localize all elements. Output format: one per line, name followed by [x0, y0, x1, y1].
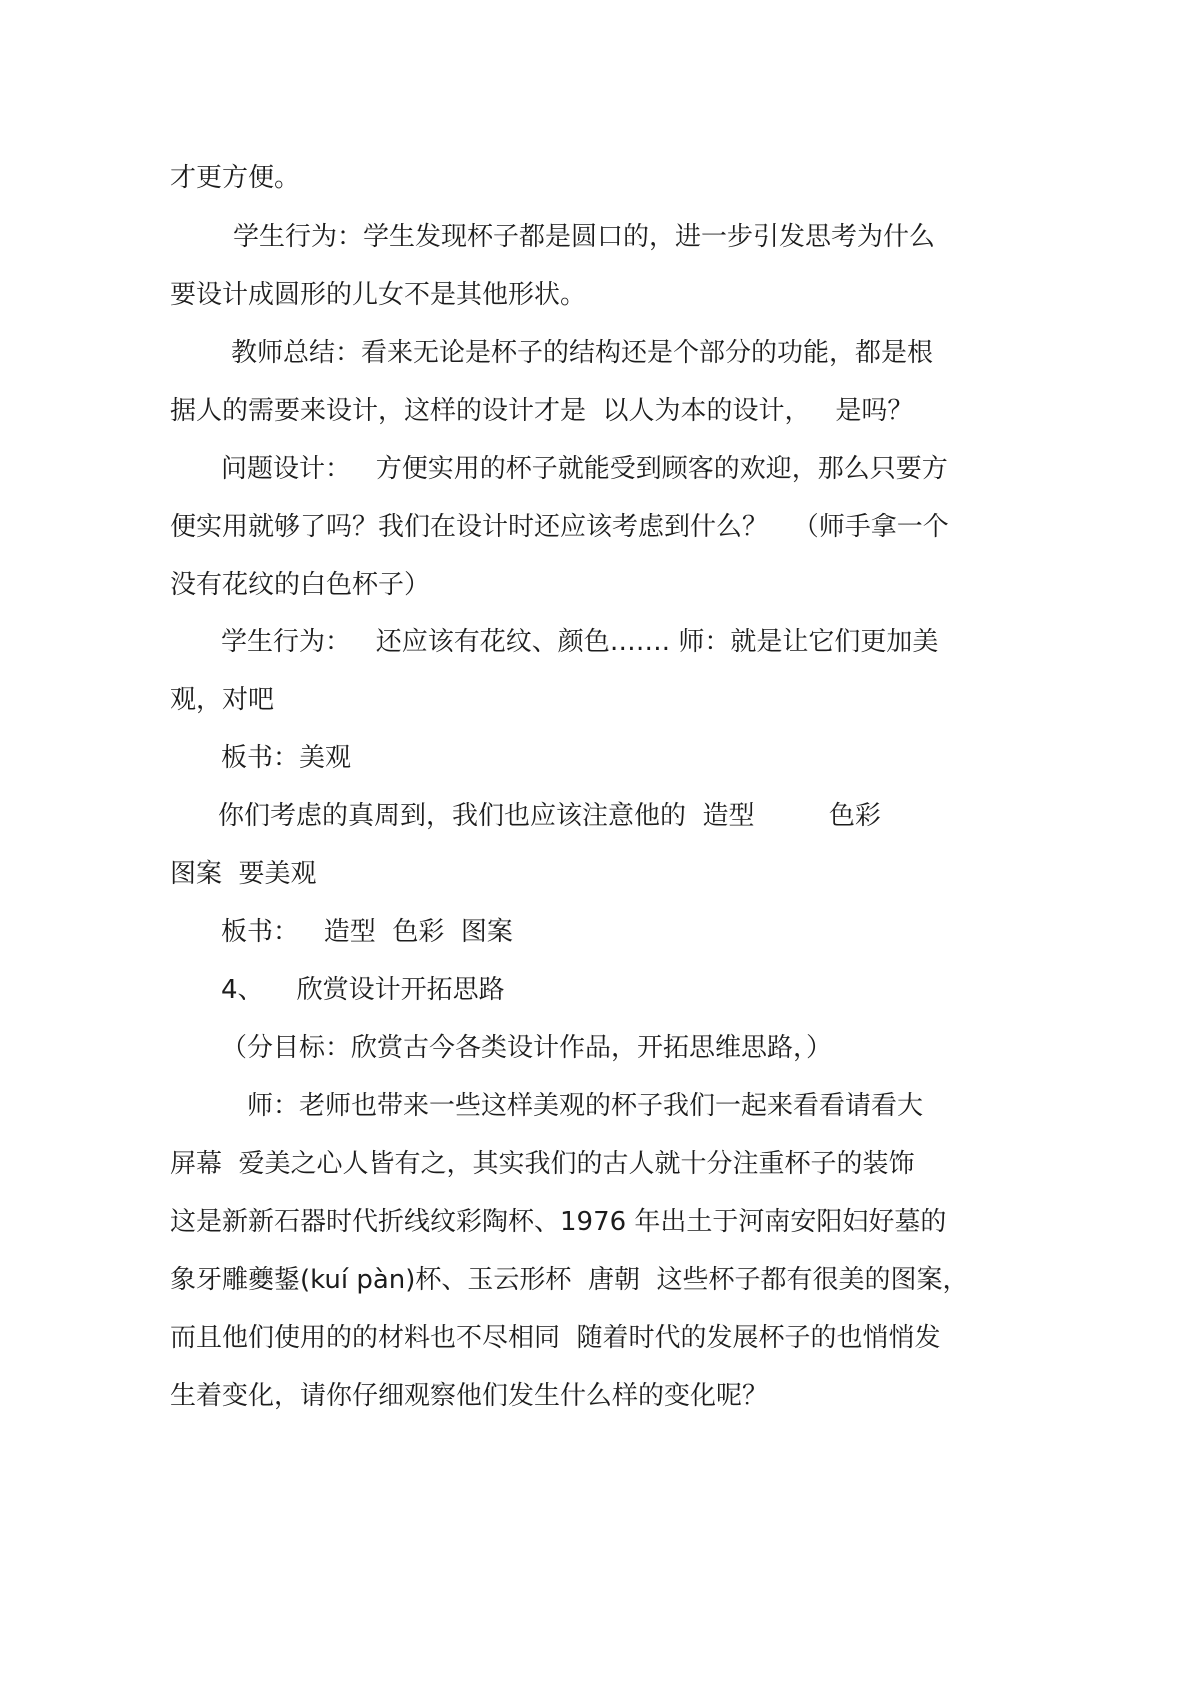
text-line: 教师总结：看来无论是杯子的结构还是个部分的功能，都是根	[231, 338, 934, 368]
text-line: 屏幕 爱美之心人皆有之，其实我们的古人就十分注重杯子的装饰	[170, 1149, 915, 1179]
text-line: 图案 要美观	[170, 859, 317, 889]
text-line: 师：老师也带来一些这样美观的杯子我们一起来看看请看大	[247, 1091, 924, 1121]
text-line: 才更方便。	[170, 163, 301, 193]
text-line: 要设计成圆形的儿女不是其他形状。	[170, 280, 587, 310]
text-line: 你们考虑的真周到，我们也应该注意他的 造型 色彩	[218, 801, 881, 831]
text-line: 板书： 造型 色彩 图案	[221, 917, 513, 947]
text-line: 据人的需要来设计，这样的设计才是 以人为本的设计， 是吗？	[170, 396, 914, 426]
text-line: 这是新新石器时代折线纹彩陶杯、1976 年出土于河南安阳妇好墓的	[170, 1207, 947, 1237]
text-line: 象牙雕夔鋬(kuí pàn)杯、玉云形杯 唐朝 这些杯子都有很美的图案，	[170, 1265, 969, 1295]
text-line: 问题设计： 方便实用的杯子就能受到顾客的欢迎，那么只要方	[221, 454, 948, 484]
text-line: 而且他们使用的的材料也不尽相同 随着时代的发展杯子的也悄悄发	[170, 1323, 941, 1353]
text-line: 学生行为：学生发现杯子都是圆口的，进一步引发思考为什么	[233, 222, 936, 252]
text-line: 生着变化，请你仔细观察他们发生什么样的变化呢？	[170, 1381, 769, 1411]
section-heading: 4、 欣赏设计开拓思路	[221, 975, 505, 1005]
text-line: 没有花纹的白色杯子）	[170, 570, 431, 600]
text-line: 观，对吧	[170, 685, 275, 715]
text-line: （分目标：欣赏古今各类设计作品，开拓思维思路，）	[221, 1033, 833, 1063]
text-line: 学生行为： 还应该有花纹、颜色……. 师：就是让它们更加美	[221, 627, 939, 657]
text-line: 便实用就够了吗？我们在设计时还应该考虑到什么？ （师手拿一个	[170, 512, 949, 542]
text-line: 板书：美观	[221, 743, 352, 773]
